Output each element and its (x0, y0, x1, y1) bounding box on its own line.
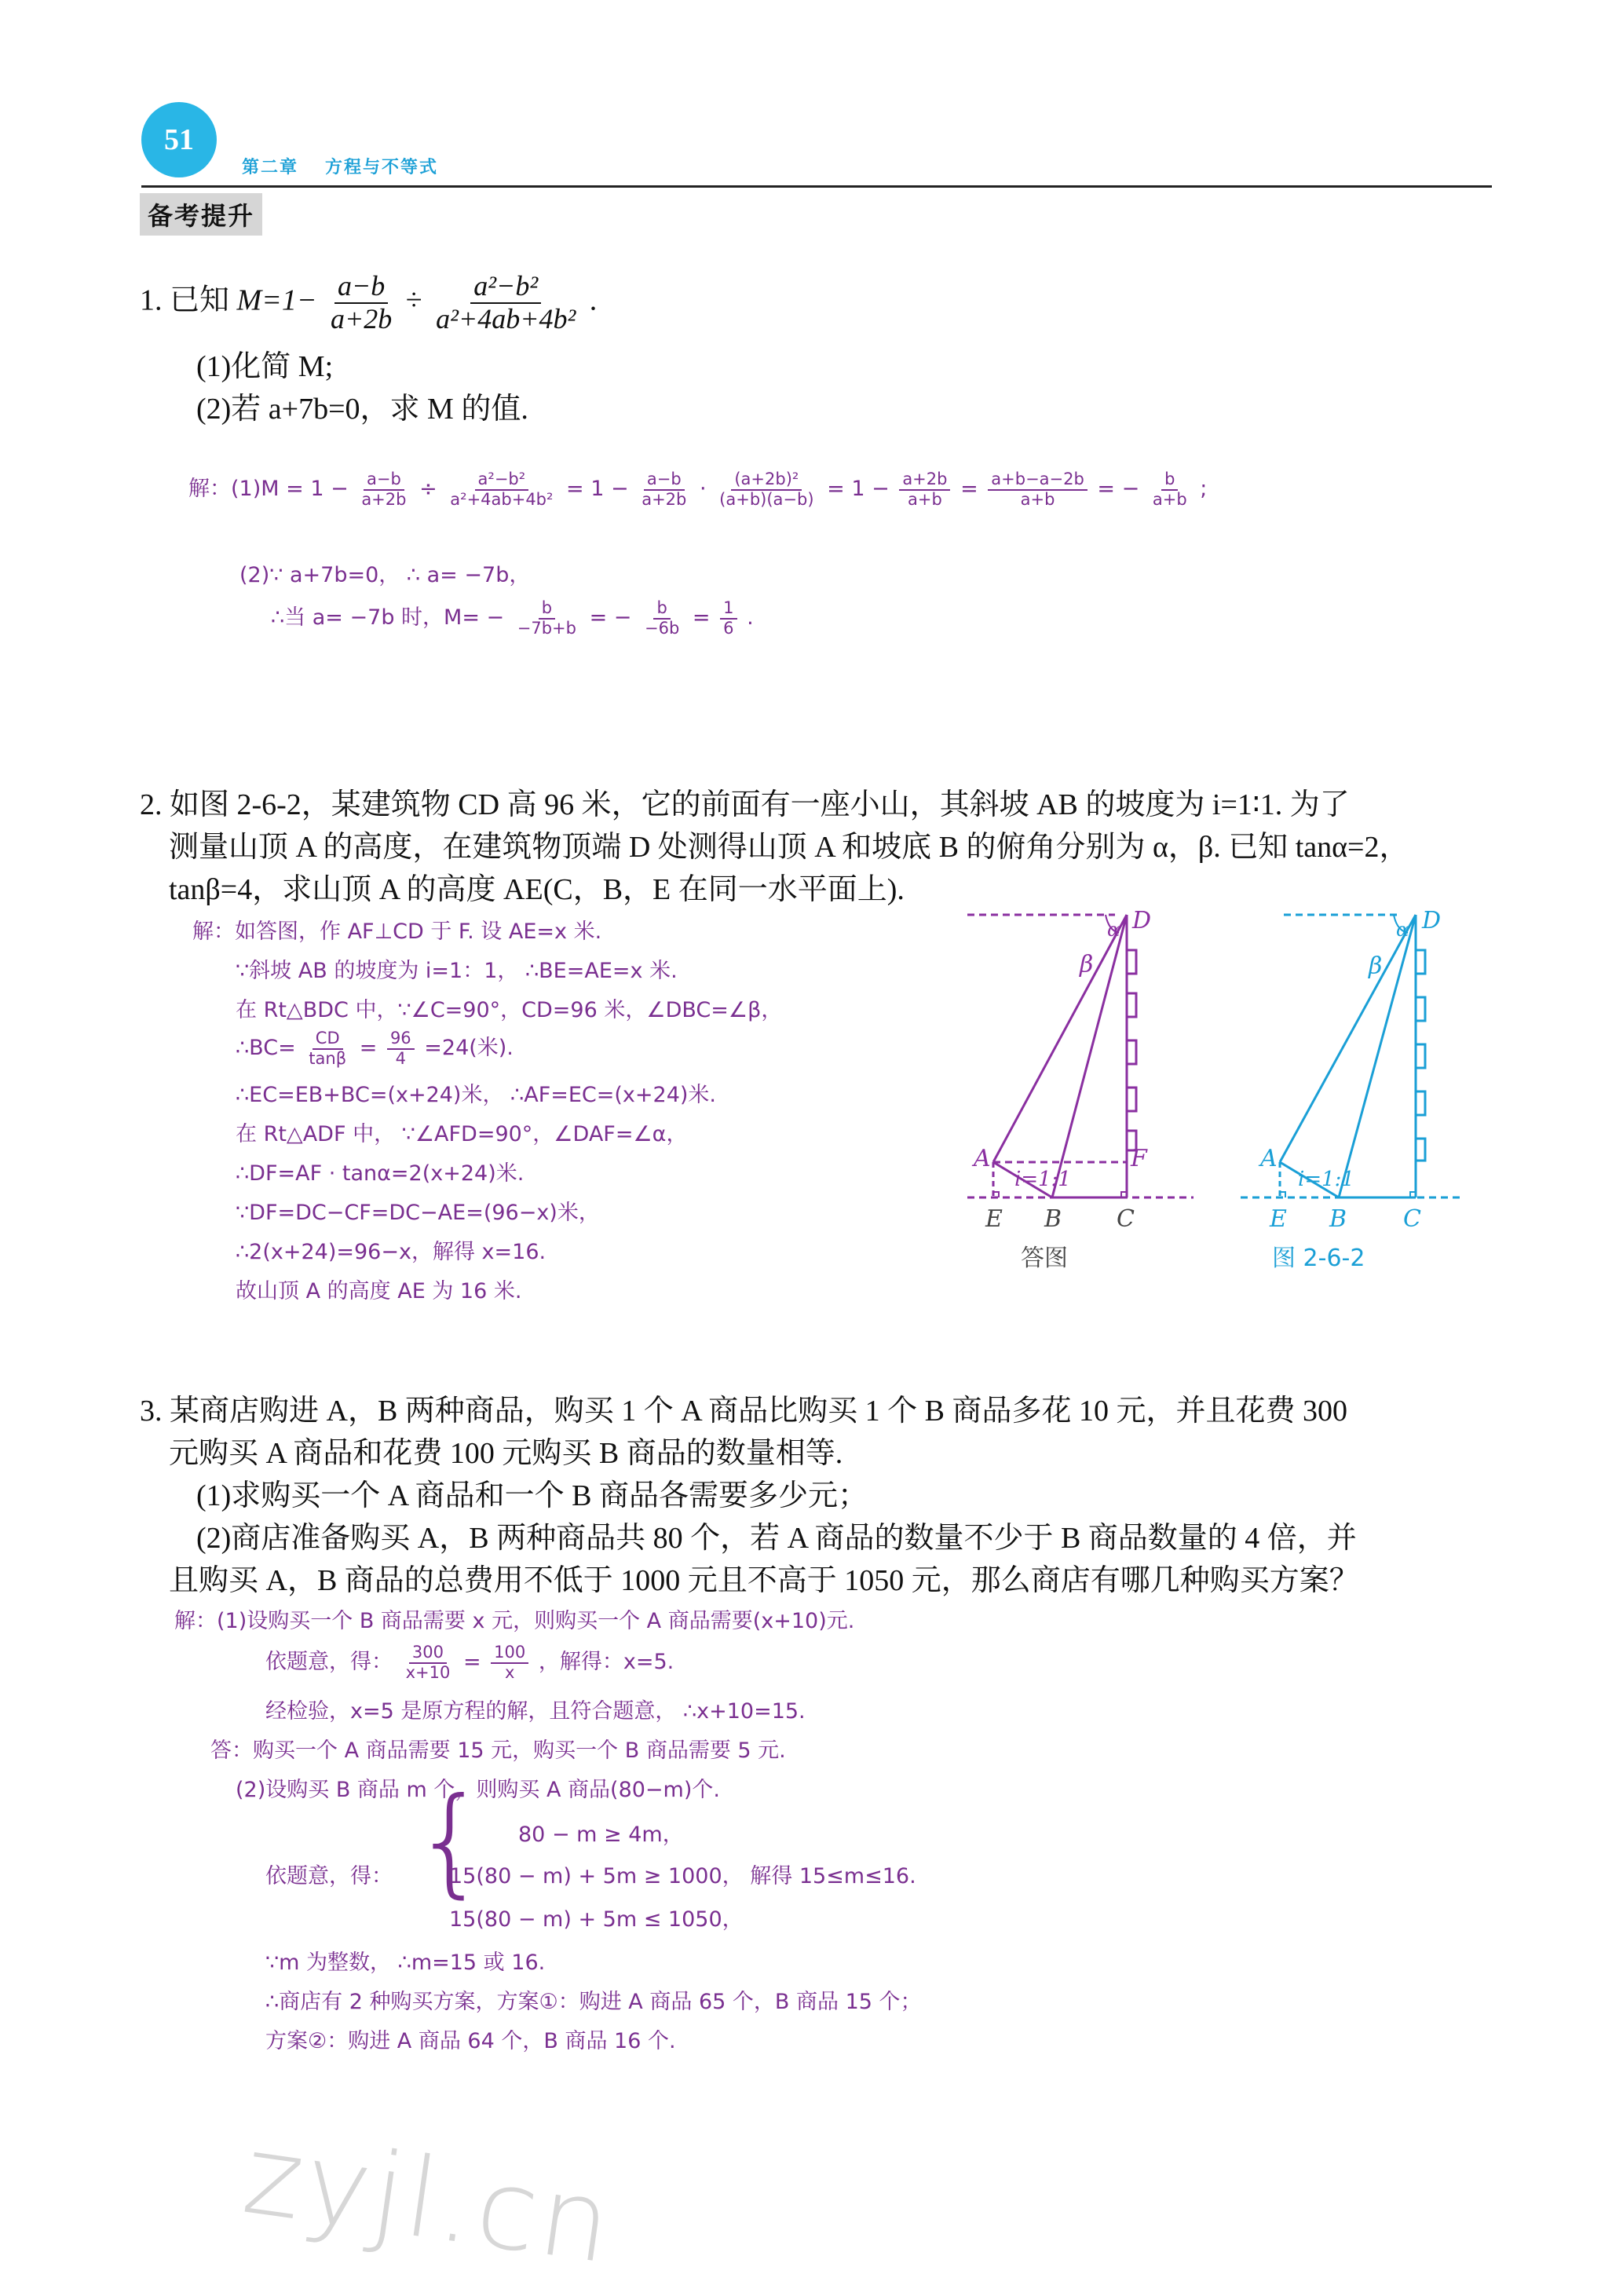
label-slope: i=1:1 (1014, 1168, 1071, 1191)
q3-sol3: 经检验，x=5 是原方程的解，且符合题意， ∴x+10=15. (265, 1699, 806, 1724)
q2-sol2-0: ∴EC=EB+BC=(x+24)米， ∴AF=EC=(x+24)米. (236, 1083, 716, 1107)
label-alpha: α (1107, 919, 1120, 941)
q1-prefix: 1. 已知 (140, 283, 230, 317)
fig-label-slope: i=1:1 (1298, 1168, 1354, 1191)
q2-line3: tanβ=4，求山顶 A 的高度 AE(C，B，E 在同一水平面上). (169, 873, 905, 906)
fig-label-b: B (1329, 1205, 1347, 1233)
chapter-number: 第二章 (242, 158, 299, 177)
q3-line4: (2)商店准备购买 A，B 两种商品共 80 个，若 A 商品的数量不少于 B 商品数量的 4 倍，并 (196, 1522, 1357, 1555)
q1-stem: 1. 已知 M=1− $\frac{a-b}{a+2b}$ ÷ $\frac{\text{a²−b²}}{\text{a²+4ab+4b²}}$ . (140, 270, 598, 335)
q1-solution-line1: 解：(1)M = 1 − $\frac{a-b}{a+2b}$ ÷ $\frac{\text{a²−b²}}{\text{a²+4ab+4b²}}$ = 1 − $\frac{a-b}{a+2b}$ · $\frac{\text{(a+2b)²}}{(a+b)(a-b)}$ = 1 − $\frac{a+2b}{a+b}$ = $\frac{a+b-a-2b}{a+b}$ = − $\frac{b}{a+b}$ ; (188, 470, 1208, 509)
q3-system-eq1: 80 − m ≥ 4m， (518, 1823, 684, 1847)
label-c: C (1117, 1205, 1135, 1233)
page-number: 51 (164, 123, 194, 156)
q3-system-eq3: 15(80 − m) + 5m ≤ 1050， (449, 1907, 744, 1932)
q3-sol5: (2)设购买 B 商品 m 个，则购买 A 商品(80−m)个. (236, 1778, 720, 1802)
q1-frac-2: $\frac{\text{a²−b²}}{\text{a²+4ab+4b²}}$ (436, 270, 576, 335)
label-a: A (974, 1145, 991, 1172)
q1-part1: (1)化简 M; (196, 350, 334, 383)
q2-line1: 2. 如图 2-6-2，某建筑物 CD 高 96 米，它的前面有一座小山，其斜坡 AB 的坡度为 i=1∶1. 为了 (140, 788, 1350, 821)
fig-label-alpha: α (1396, 919, 1409, 941)
line-ad (993, 915, 1127, 1162)
q3-line2: 元购买 A 商品和花费 100 元购买 B 商品的数量相等. (169, 1437, 843, 1470)
q2-sol2-5: 故山顶 A 的高度 AE 为 16 米. (236, 1279, 522, 1303)
section-tag: 备考提升 (140, 193, 262, 236)
label-b: B (1044, 1205, 1062, 1233)
page-number-badge (141, 102, 217, 177)
label-d: D (1132, 907, 1152, 934)
system-brace: { (413, 1773, 488, 1910)
figure-caption: 图 2-6-2 (1272, 1245, 1365, 1272)
q2-sol-bc: ∴BC= $\frac{CD}{\tan\beta}$ = $\frac{96}{4}$ =24(米). (236, 1029, 514, 1068)
q2-sol2-3: ∵DF=DC−CF=DC−AE=(96−x)米， (236, 1201, 600, 1225)
q2-sol2-2: ∴DF=AF · tanα=2(x+24)米. (236, 1161, 525, 1186)
q2-sol-0: 解：如答图，作 AF⊥CD 于 F. 设 AE=x 米. (192, 919, 602, 944)
q3-line1: 3. 某商店购进 A，B 两种商品，购买 1 个 A 商品比购买 1 个 B 商品多花 10 元，并且花费 300 (140, 1395, 1347, 1428)
watermark: zyjl.cn (236, 2110, 622, 2290)
figure-2-6-2 (1237, 903, 1480, 1296)
chapter-heading (242, 154, 465, 178)
q1-part2: (2)若 a+7b=0，求 M 的值. (196, 393, 528, 426)
q3-sol9: 方案②：购进 A 商品 64 个，B 商品 16 个. (265, 2029, 676, 2053)
q3-system-label: 依题意，得： (265, 1864, 393, 1888)
q2-sol-1: ∵斜坡 AB 的坡度为 i=1：1， ∴BE=AE=x 米. (236, 959, 678, 983)
q3-line5: 且购买 A，B 商品的总费用不低于 1000 元且不高于 1050 元，那么商店有哪几种购买方案？ (169, 1564, 1359, 1597)
label-f: F (1131, 1145, 1147, 1172)
q3-sol1: 解：(1)设购买一个 B 商品需要 x 元，则购买一个 A 商品需要(x+10)元. (174, 1609, 855, 1633)
q3-sol7: ∵m 为整数， ∴m=15 或 16. (265, 1951, 546, 1975)
answer-figure (958, 903, 1225, 1296)
q3-line3: (1)求购买一个 A 商品和一个 B 商品各需要多少元； (196, 1479, 868, 1512)
q3-system-eq2: 15(80 − m) + 5m ≥ 1000， 解得 15≤m≤16. (449, 1864, 916, 1888)
chapter-title: 方程与不等式 (325, 158, 439, 177)
q3-sol2: 依题意，得： $\frac{300}{x+10}$ = $\frac{100}{x}$ ，解得：x=5. (265, 1643, 674, 1682)
q1-solution-line2: (2)∵ a+7b=0， ∴ a= −7b， (239, 563, 531, 587)
header-rule (141, 185, 1492, 188)
q2-sol2-4: ∴2(x+24)=96−x，解得 x=16. (236, 1240, 546, 1264)
q1-solution-line3: ∴当 a= −7b 时，M= − $\frac{b}{-7b+b}$ = − $\frac{b}{-6b}$ = $\frac{1}{6}$ . (271, 598, 754, 638)
label-e: E (985, 1205, 1003, 1233)
fig-label-a: A (1260, 1145, 1278, 1172)
q1-lhs: M=1− (236, 283, 317, 317)
q3-sol8: ∴商店有 2 种购买方案，方案①：购进 A 商品 65 个，B 商品 15 个； (265, 1990, 922, 2014)
q1-frac-1: $\frac{a-b}{a+2b}$ (330, 270, 393, 335)
fig-label-beta: β (1369, 952, 1383, 980)
q3-sol4: 答：购买一个 A 商品需要 15 元，购买一个 B 商品需要 5 元. (210, 1738, 786, 1763)
q2-sol-2: 在 Rt△BDC 中，∵∠C=90°，CD=96 米，∠DBC=∠β， (236, 998, 783, 1022)
fig-label-c: C (1403, 1205, 1421, 1233)
fig-label-e: E (1270, 1205, 1287, 1233)
q2-sol2-1: 在 Rt△ADF 中， ∵∠AFD=90°，∠DAF=∠α， (236, 1122, 688, 1146)
answer-figure-caption: 答图 (1021, 1245, 1068, 1272)
fig-label-d: D (1422, 907, 1442, 934)
label-beta: β (1080, 951, 1094, 978)
q2-line2: 测量山顶 A 的高度，在建筑物顶端 D 处测得山顶 A 和坡底 B 的俯角分别为 α，β. 已知 tanα=2， (169, 831, 1409, 864)
